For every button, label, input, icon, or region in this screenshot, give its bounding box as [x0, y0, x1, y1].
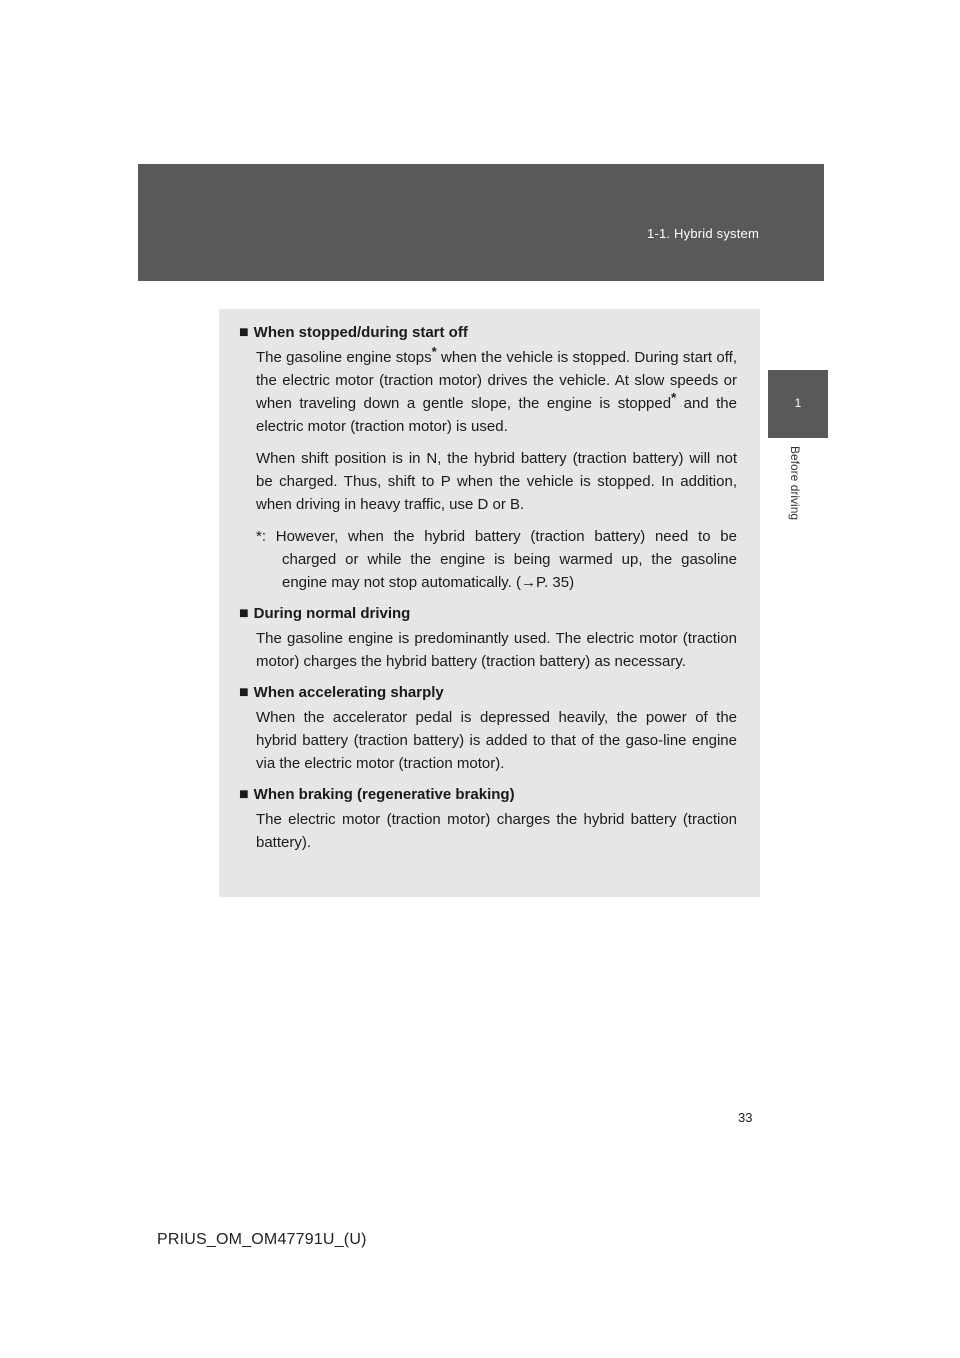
chapter-label — [788, 446, 808, 566]
chapter-tab — [768, 370, 828, 438]
section-accelerating — [239, 681, 737, 775]
chapter-label-text: Before driving — [788, 446, 802, 521]
section-heading — [239, 321, 737, 344]
section-braking — [239, 783, 737, 854]
section-paragraph: The electric motor (traction motor) charges the hybrid battery (traction battery). — [256, 811, 737, 851]
section-stopped — [239, 321, 737, 594]
square-bullet-icon: ■ — [239, 605, 249, 622]
paragraph-text: when the vehicle is stopped. During start off, the electric motor (traction motor) drives the vehicle. At slow speeds or when traveling down a gentle slope, the engine is stopped — [256, 349, 737, 412]
square-bullet-icon: ■ — [239, 786, 249, 803]
asterisk-footnote-mark: * — [431, 344, 437, 359]
section-paragraph: When shift position is in N, the hybrid battery (traction battery) will not be charged. Thus, shift to P when the vehicle is stopped. In addition, when driving in heavy traffic, use D or B. — [256, 450, 737, 513]
square-bullet-icon: ■ — [239, 684, 249, 701]
info-box — [219, 309, 760, 897]
document-code: PRIUS_OM_OM47791U_(U) — [157, 1231, 367, 1248]
paragraph-text: The gasoline engine stops — [256, 349, 432, 366]
chapter-number: 1 — [794, 396, 802, 410]
section-heading-text: During normal driving — [253, 605, 411, 622]
page-number: 33 — [738, 1110, 753, 1125]
section-paragraph — [256, 346, 737, 438]
page-header-band — [138, 164, 824, 281]
section-paragraph: When the accelerator pedal is depressed heavily, the power of the hybrid battery (traction battery) is added to that of the gaso-line engine via the electric motor (traction motor). — [256, 709, 737, 772]
section-heading-text: When stopped/during start off — [253, 324, 468, 341]
section-heading — [239, 602, 737, 625]
section-heading — [239, 783, 737, 806]
section-normal-driving — [239, 602, 737, 673]
section-heading — [239, 681, 737, 704]
footnote: *: However, when the hybrid battery (traction battery) need to be charged or while the engine is being warmed up, the gasoline engine may not stop automatically. (→P. 35) — [256, 528, 737, 591]
section-title: 1-1. Hybrid system — [647, 226, 759, 241]
asterisk-footnote-mark: * — [671, 390, 677, 405]
square-bullet-icon: ■ — [239, 324, 249, 341]
paragraph-text: and the electric motor (traction motor) is used. — [256, 395, 737, 435]
section-heading-text: When accelerating sharply — [253, 684, 444, 701]
section-heading-text: When braking (regenerative braking) — [253, 786, 515, 803]
section-paragraph: The gasoline engine is predominantly used. The electric motor (traction motor) charges the hybrid battery (traction battery) as necessary. — [256, 630, 737, 670]
